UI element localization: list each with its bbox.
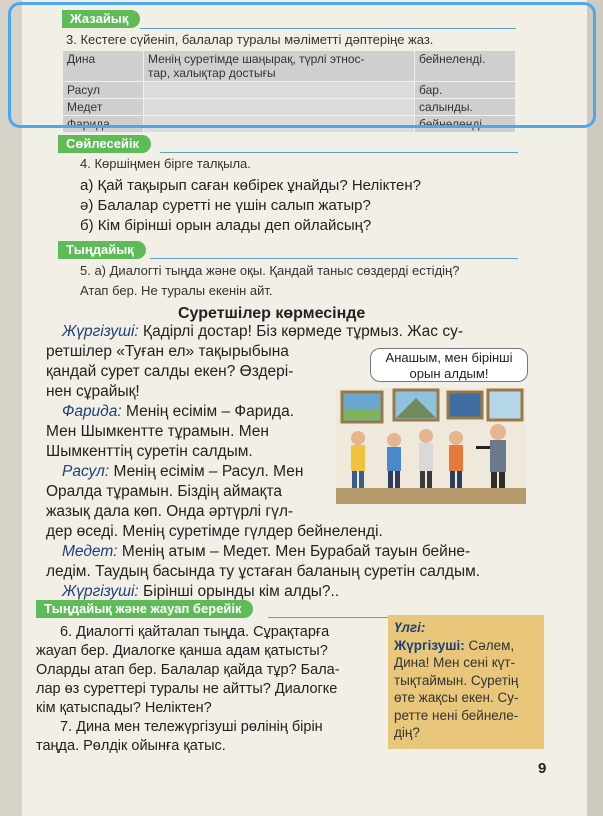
task-line: таңда. Рөлдік ойынға қатыс. [36, 738, 226, 754]
speaker-label: Расул: [62, 463, 110, 480]
speaker-label: Жүргізуші: [394, 637, 465, 653]
task-5-line1: 5. а) Диалогті тыңда және оқы. Қандай таныс сөздерді естідің? [80, 263, 460, 278]
dialog-title: Суретшілер көрмесінде [178, 305, 366, 322]
dialog-line: Шымкенттің суретін салдым. [46, 443, 253, 460]
table-cell-name: Дина [63, 51, 144, 82]
page-number: 9 [538, 760, 547, 777]
sample-line: ретте нені бейнеле- [394, 707, 519, 723]
dialog-line [62, 462, 303, 483]
table-cell-name: Фарида [63, 116, 144, 133]
exhibition-illustration [336, 388, 526, 504]
task-line: кім қатыспады? Неліктен? [36, 700, 212, 716]
dialog-line: Мен Шымкентте тұрамын. Мен [46, 423, 269, 440]
dialog-line: Оралда тұрамын. Біздің аймақта [46, 483, 282, 500]
dialog-text-span: Бірінші орынды кім алды?.. [138, 583, 340, 600]
dialog-line: жазық дала көп. Онда әртүрлі гүл- [46, 503, 294, 520]
dialog-line: қандай сурет салды екен? Өздері- [46, 363, 294, 380]
task-3: 3. Кестеге сүйеніп, балалар туралы мәліметті дәптеріңе жаз. [66, 32, 434, 47]
dialog-text-span: Менің атым – Медет. Мен Бурабай тауын бейне- [117, 543, 471, 560]
sample-line: дің? [394, 725, 420, 740]
dialog-line [62, 542, 470, 563]
section-rule [160, 152, 518, 153]
dialog-line: ретшілер «Туған ел» тақырыбына [46, 343, 289, 360]
dialog-line: нен сұрайық! [46, 383, 140, 400]
speech-bubble [370, 348, 528, 382]
dialog-text-span: Менің есімім – Расул. Мен [109, 463, 304, 480]
dialog-line [62, 322, 463, 343]
table-cell-name: Медет [63, 99, 144, 116]
table-cell-end: бар. [415, 82, 516, 99]
table-cell-mid-text: тар, халықтар достығы [148, 66, 276, 80]
speaker-label: Медет: [62, 543, 118, 560]
section-header-speaking: Сөйлесейік [58, 135, 151, 153]
task-line: жауап бер. Диалогке қанша адам қатысты? [36, 643, 328, 659]
speaker-label: Фарида: [62, 403, 122, 420]
table-cell-name: Расул [63, 82, 144, 99]
dialog-text-span: Қадірлі достар! Біз көрмеде тұрмыз. Жас су- [138, 323, 464, 340]
dialog-text-span: Менің есімім – Фарида. [121, 403, 295, 420]
table-cell-end: салынды. [415, 99, 516, 116]
table-cell-end: бейнеленді. [415, 116, 516, 133]
sample-label: Үлгі: [394, 620, 426, 635]
dialog-line: ледім. Таудың басында ту ұстаған баланың суретін салдым. [46, 563, 481, 580]
sample-line: тықтаймын. Суретің [394, 672, 519, 688]
task-line: Оларды атап бер. Балалар қайда тұр? Бала- [36, 662, 340, 678]
speaker-label: Жүргізуші: [62, 583, 139, 600]
sample-box [388, 615, 544, 749]
section-header-listening: Тыңдайық [58, 241, 146, 259]
task-5-line2: Атап бер. Не туралы екенін айт. [80, 283, 273, 298]
bubble-line: Анашым, мен бірінші [385, 350, 513, 365]
table-cell-end: бейнеленді. [415, 51, 516, 82]
task-line: 7. Дина мен тележүргізуші рөлінің бірін [60, 719, 323, 735]
speaker-label: Жүргізуші: [62, 323, 139, 340]
dialog-line: дер өседі. Менің суретімде гүлдер бейнеленді. [46, 523, 383, 540]
blue-highlight-frame [8, 2, 596, 128]
bubble-line: орын алдым! [409, 366, 489, 381]
section-rule [150, 258, 518, 259]
table-cell-mid-text: Менің суретімде шаңырақ, түрлі этнос- [148, 52, 365, 66]
sample-line [394, 637, 538, 655]
task-4-b: б) Кім бірінші орын алады деп ойлайсың? [80, 217, 372, 234]
sample-line: Дина! Мен сені күт- [394, 655, 516, 670]
task-4-intro: 4. Көршіңмен бірге талқыла. [80, 156, 251, 171]
sample-line: өте жақсы екен. Су- [394, 690, 519, 705]
dialog-line [62, 402, 294, 423]
section-header-writing: Жазайық [62, 10, 140, 28]
task-4-ae: ә) Балалар суретті не үшін салып жатыр? [80, 197, 371, 214]
section-header-listen-answer: Тыңдайық және жауап берейік [36, 600, 253, 618]
sample-text: Сәлем, [464, 637, 515, 653]
task-line: лар өз суреттері туралы не айтты? Диалогке [36, 681, 338, 697]
task-line: 6. Диалогті қайталап тыңда. Сұрақтарға [60, 624, 330, 640]
task-4-a: а) Қай тақырып саған көбірек ұнайды? Неліктен? [80, 177, 421, 194]
